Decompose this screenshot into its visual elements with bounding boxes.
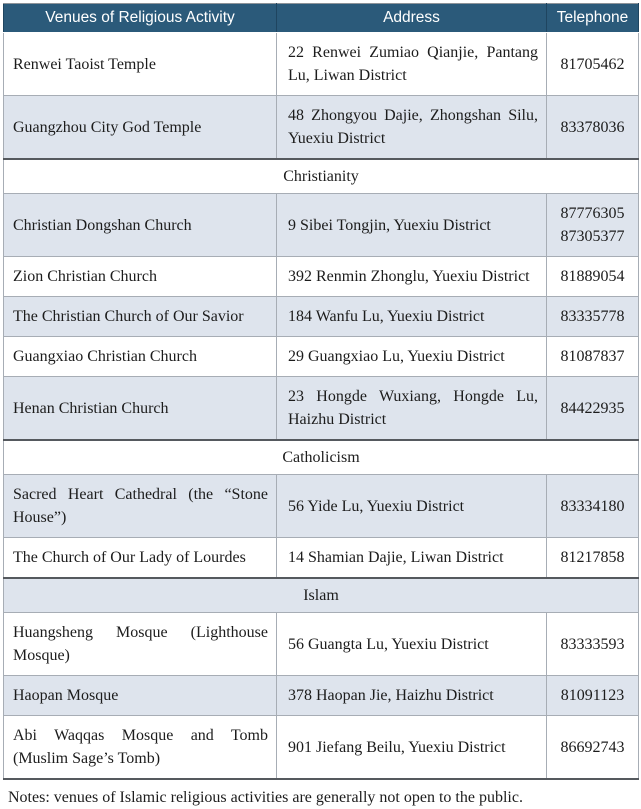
venue-address: 56 Yide Lu, Yuexiu District [277,475,547,538]
venue-name: Zion Christian Church [4,257,277,297]
venues-table [3,3,639,780]
venue-address: 901 Jiefang Beilu, Yuexiu District [277,716,547,780]
table-row [4,257,639,297]
telephone-number: 86692743 [560,738,625,756]
venue-name: Huangsheng Mosque (Lighthouse Mosque) [4,613,277,676]
venue-address: 22 Renwei Zumiao Qianjie, Pantang Lu, Liwan District [277,33,547,96]
table-row [4,297,639,337]
section-header-row [4,440,639,475]
venue-name: Sacred Heart Cathedral (the “Stone House”) [4,475,277,538]
telephone-number: 87776305 [560,205,625,222]
table-header-row [4,4,639,33]
venue-address: 14 Shamian Dajie, Liwan District [277,538,547,579]
telephone-number: 81217858 [560,549,625,566]
telephone-number: 83333593 [560,635,625,653]
venue-telephone [547,297,639,337]
venue-telephone [547,194,639,257]
table-row [4,716,639,780]
section-header-label: Islam [4,578,639,613]
venue-name: The Church of Our Lady of Lourdes [4,538,277,579]
venue-name: The Christian Church of Our Savior [4,297,277,337]
venue-telephone [547,337,639,377]
table-body [4,33,639,780]
telephone-number: 81705462 [560,55,625,73]
venue-name: Haopan Mosque [4,676,277,716]
table-row [4,475,639,538]
venue-address: 378 Haopan Jie, Haizhu District [277,676,547,716]
telephone-number: 84422935 [560,399,625,417]
telephone-number: 83378036 [560,118,625,136]
venue-telephone [547,676,639,716]
section-header-row [4,578,639,613]
column-header-telephone: Telephone [547,4,639,33]
table-row [4,676,639,716]
venue-telephone [547,716,639,780]
venue-address: 23 Hongde Wuxiang, Hongde Lu, Haizhu District [277,377,547,441]
table-note: Notes: venues of Islamic religious activities are generally not open to the public. [8,789,523,806]
venue-name: Guangzhou City God Temple [4,96,277,160]
telephone-number: 83334180 [560,497,625,515]
section-header-row [4,159,639,194]
telephone-number: 87305377 [560,228,625,245]
venue-address: 29 Guangxiao Lu, Yuexiu District [277,337,547,377]
venue-address: 9 Sibei Tongjin, Yuexiu District [277,194,547,257]
table-row [4,33,639,96]
venue-telephone [547,613,639,676]
section-header-label: Catholicism [4,440,639,475]
table-row [4,377,639,441]
venue-telephone [547,377,639,441]
venue-address: 392 Renmin Zhonglu, Yuexiu District [277,257,547,297]
venue-name: Guangxiao Christian Church [4,337,277,377]
section-header-label: Christianity [4,159,639,194]
venue-name: Christian Dongshan Church [4,194,277,257]
venue-telephone [547,96,639,160]
venue-name: Henan Christian Church [4,377,277,441]
table-row [4,337,639,377]
venue-address: 48 Zhongyou Dajie, Zhongshan Silu, Yuexiu District [277,96,547,160]
table-row [4,96,639,160]
column-header-venues: Venues of Religious Activity [4,4,277,33]
table-row [4,613,639,676]
column-header-address: Address [277,4,547,33]
telephone-number: 81087837 [560,348,625,365]
venue-address: 184 Wanfu Lu, Yuexiu District [277,297,547,337]
venue-telephone [547,257,639,297]
table-row [4,194,639,257]
venue-telephone [547,33,639,96]
telephone-number: 81091123 [560,687,625,704]
venue-address: 56 Guangta Lu, Yuexiu District [277,613,547,676]
telephone-number: 83335778 [560,308,625,325]
table-row [4,538,639,579]
telephone-number: 81889054 [560,268,625,285]
venue-telephone [547,538,639,579]
venue-name: Renwei Taoist Temple [4,33,277,96]
venue-name: Abi Waqqas Mosque and Tomb (Muslim Sage’s Tomb) [4,716,277,780]
venue-telephone [547,475,639,538]
